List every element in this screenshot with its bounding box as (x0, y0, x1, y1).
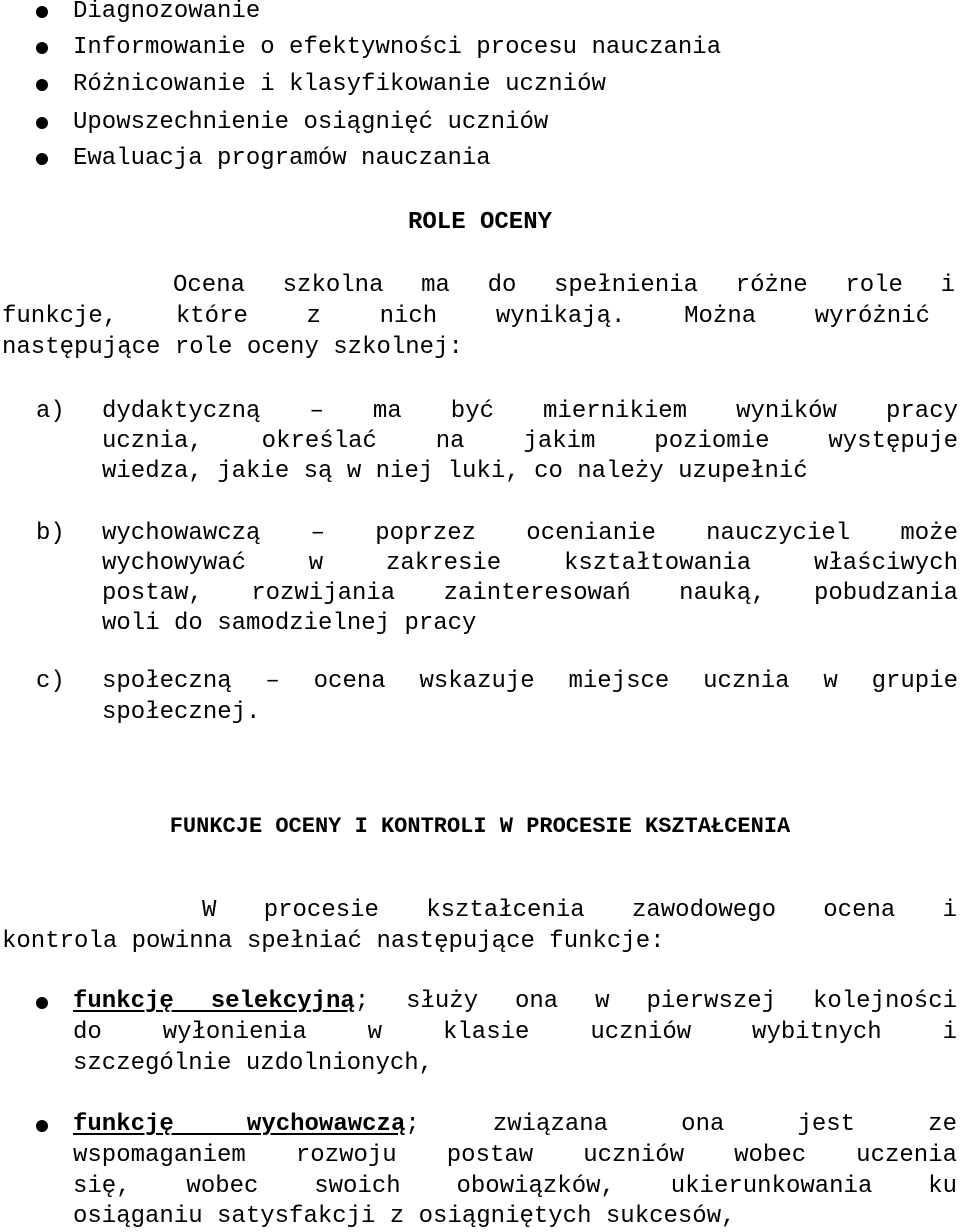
intro-line: funkcje, które z nich wynikają. Można wyróżnić (2, 303, 930, 330)
item-label: c) (36, 668, 65, 695)
function-term: funkcję wychowawczą (73, 1111, 406, 1138)
item-line: postaw, rozwijania zainteresowań nauką, pobudzania (102, 580, 958, 607)
intro-line: kontrola powinna spełniać następujące funkcje: (2, 928, 665, 955)
item-line: woli do samodzielnej pracy (102, 610, 477, 637)
list-item: Upowszechnienie osiągnięć uczniów (73, 109, 549, 136)
intro-line: Ocena szkolna ma do spełnienia różne role i (173, 272, 955, 299)
item-label: a) (36, 398, 65, 425)
section-heading-roles: ROLE OCENY (407, 209, 553, 236)
bullet-icon (36, 997, 48, 1009)
item-line: się, wobec swoich obowiązków, ukierunkowania ku (73, 1173, 957, 1200)
bullet-icon (36, 1120, 48, 1132)
item-line: dydaktyczną – ma być miernikiem wyników pracy (102, 398, 958, 425)
item-line: do wyłonienia w klasie uczniów wybitnych i (73, 1019, 957, 1046)
item-line (73, 1110, 957, 1141)
bullet-icon (36, 117, 48, 129)
bullet-icon (36, 6, 48, 18)
bullet-icon (36, 42, 48, 54)
list-item: Diagnozowanie (73, 0, 261, 25)
item-line: wspomaganiem rozwoju postaw uczniów wobec uczenia (73, 1142, 957, 1169)
item-line: wychowawczą – poprzez ocenianie nauczyciel może (102, 520, 958, 547)
intro-line: W procesie kształcenia zawodowego ocena i (202, 897, 957, 924)
intro-line: następujące role oceny szkolnej: (2, 334, 463, 361)
bullet-icon (36, 153, 48, 165)
item-line: wiedza, jakie są w niej luki, co należy uzupełnić (102, 458, 808, 485)
list-item: Ewaluacja programów nauczania (73, 145, 491, 172)
item-line: osiąganiu satysfakcji z osiągniętych sukcesów, (73, 1203, 736, 1230)
bullet-icon (36, 79, 48, 91)
item-line-rest: ; związana ona jest ze (405, 1111, 957, 1138)
item-line: społeczną – ocena wskazuje miejsce ucznia w grupie (102, 668, 958, 695)
item-label: b) (36, 520, 65, 547)
item-line: wychowywać w zakresie kształtowania właściwych (102, 550, 958, 577)
list-item: Informowanie o efektywności procesu nauczania (73, 34, 722, 61)
function-term: funkcję selekcyjną (73, 988, 355, 1015)
item-line (73, 987, 957, 1018)
list-item: Różnicowanie i klasyfikowanie uczniów (73, 71, 606, 98)
item-line-rest: ; służy ona w pierwszej kolejności (354, 988, 957, 1015)
item-line: społecznej. (102, 699, 261, 726)
section-heading-functions: FUNKCJE OCENY I KONTROLI W PROCESIE KSZTAŁCENIA (169, 814, 791, 839)
item-line: szczególnie uzdolnionych, (73, 1050, 434, 1077)
item-line: ucznia, określać na jakim poziomie występuje (102, 428, 958, 455)
